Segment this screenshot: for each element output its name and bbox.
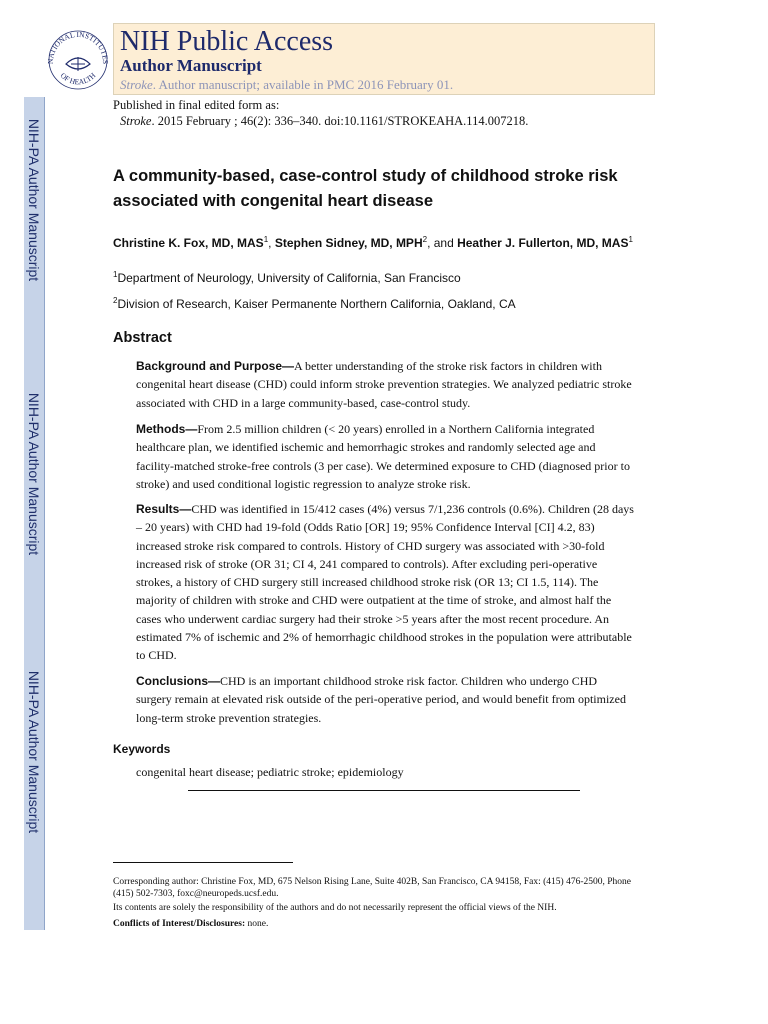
- logo-top-text: NATIONAL INSTITUTES: [45, 29, 111, 65]
- publication-details: . 2015 February ; 46(2): 336–340. doi:10.1161/STROKEAHA.114.007218.: [151, 114, 529, 128]
- nih-public-access-header: [113, 23, 655, 95]
- affiliation-sup: 2: [113, 296, 118, 305]
- abstract-results: [136, 500, 634, 665]
- sidebar-label-3: NIH-PA Author Manuscript: [26, 670, 42, 834]
- publication-citation: [120, 114, 528, 129]
- keywords-divider: [188, 790, 580, 791]
- abstract-conclusions: [136, 672, 634, 727]
- footnote-divider: [113, 862, 293, 863]
- author-separator: , and: [427, 236, 458, 250]
- header-availability: . Author manuscript; available in PMC 2016 February 01.: [152, 77, 454, 92]
- header-subtitle: Author Manuscript: [120, 56, 262, 75]
- keywords-text: congenital heart disease; pediatric stroke; epidemiology: [136, 765, 404, 779]
- background-text: A better understanding of the stroke risk factors in children with congenital heart disease (CHD) could inform stroke prevention strategies. We analyzed pediatric stroke associated with CHD in a large community-based, case-control study.: [136, 359, 632, 410]
- svg-text:OF HEALTH: [59, 70, 98, 86]
- author-affiliation-sup: 2: [422, 235, 428, 244]
- author-affiliation-sup: 1: [628, 235, 633, 244]
- author-name: Christine K. Fox, MD, MAS: [113, 236, 264, 250]
- corresponding-author-note: Corresponding author: Christine Fox, MD, 675 Nelson Rising Lane, Suite 402B, San Francisco, CA 94158, Fax: (415) 476-2500, Phone (415) 502-7303, foxc@neuropeds.ucsf.edu.: [113, 877, 631, 899]
- author-affiliation-sup: 1: [263, 235, 269, 244]
- publication-journal: Stroke: [120, 114, 152, 128]
- results-label: Results—: [136, 502, 192, 516]
- conflicts-note: [113, 919, 653, 931]
- conclusions-text: CHD is an important childhood stroke risk factor. Children who undergo CHD surgery remain at elevated risk outside of the peri-operative period, and would benefit from optimized long-term stroke prevention strategies.: [136, 674, 626, 725]
- affiliation: [113, 296, 516, 311]
- affiliation-sup: 1: [113, 270, 118, 279]
- methods-text: From 2.5 million children (< 20 years) enrolled in a Northern California integrated healthcare plan, we identified ischemic and hemorrhagic strokes and randomly selected age and facility-matched stroke-free controls (3 per case). We determined exposure to CHD (diagnosed prior to stroke) and used conditional logistic regression to analyze stroke risk.: [136, 422, 630, 491]
- abstract-methods: [136, 420, 634, 493]
- published-in-label: Published in final edited form as:: [113, 98, 280, 112]
- affiliation-text: Department of Neurology, University of California, San Francisco: [117, 271, 461, 285]
- article-title: A community-based, case-control study of childhood stroke risk associated with congenital heart disease: [113, 167, 618, 210]
- abstract-background: [136, 357, 634, 412]
- author-name: Heather J. Fullerton, MD, MAS: [457, 236, 629, 250]
- nih-logo: [44, 24, 112, 92]
- sidebar-label-2: NIH-PA Author Manuscript: [26, 392, 42, 556]
- abstract-heading: Abstract: [113, 330, 172, 346]
- header-journal: Stroke: [120, 77, 153, 92]
- methods-label: Methods—: [136, 422, 198, 436]
- header-title: NIH Public Access: [120, 26, 334, 57]
- affiliation-text: Division of Research, Kaiser Permanente Northern California, Oakland, CA: [117, 297, 516, 311]
- conflicts-text: none.: [245, 919, 269, 929]
- author-separator: ,: [268, 236, 275, 250]
- keywords-heading: Keywords: [113, 742, 171, 756]
- disclaimer-note: Its contents are solely the responsibility of the authors and do not necessarily represent the official views of the NIH.: [113, 903, 557, 913]
- author-list: [113, 231, 658, 252]
- author-name: Stephen Sidney, MD, MPH: [274, 236, 423, 250]
- header-citation: [120, 77, 453, 93]
- results-text: CHD was identified in 15/412 cases (4%) versus 7/1,236 controls (0.6%). Children (28 days – 20 years) with CHD had 19-fold (Odds Ratio [OR] 19; 95% Confidence Interval [CI] 4.2, 83) increased stroke risk compared to controls. History of CHD surgery was associated with >30-fold increased risk of stroke (OR 31; CI 4, 241 compared to controls). After excluding peri-operative strokes, a history of CHD surgery still increased childhood stroke risk (OR 13; CI 1.5, 114). The majority of children with stroke and CHD were outpatient at the time of stroke, and almost half the cases who underwent cardiac surgery had their stroke >5 years after the most recent procedure. An estimated 7% of ischemic and 2% of hemorrhagic childhood strokes in the population were attributable to CHD.: [136, 502, 634, 663]
- background-label: Background and Purpose—: [136, 359, 295, 373]
- logo-bottom-text: OF HEALTH: [58, 70, 98, 87]
- sidebar-label-1: NIH-PA Author Manuscript: [26, 118, 42, 282]
- conclusions-label: Conclusions—: [136, 674, 221, 688]
- affiliation: [113, 270, 461, 285]
- conflicts-label: Conflicts of Interest/Disclosures:: [113, 919, 246, 929]
